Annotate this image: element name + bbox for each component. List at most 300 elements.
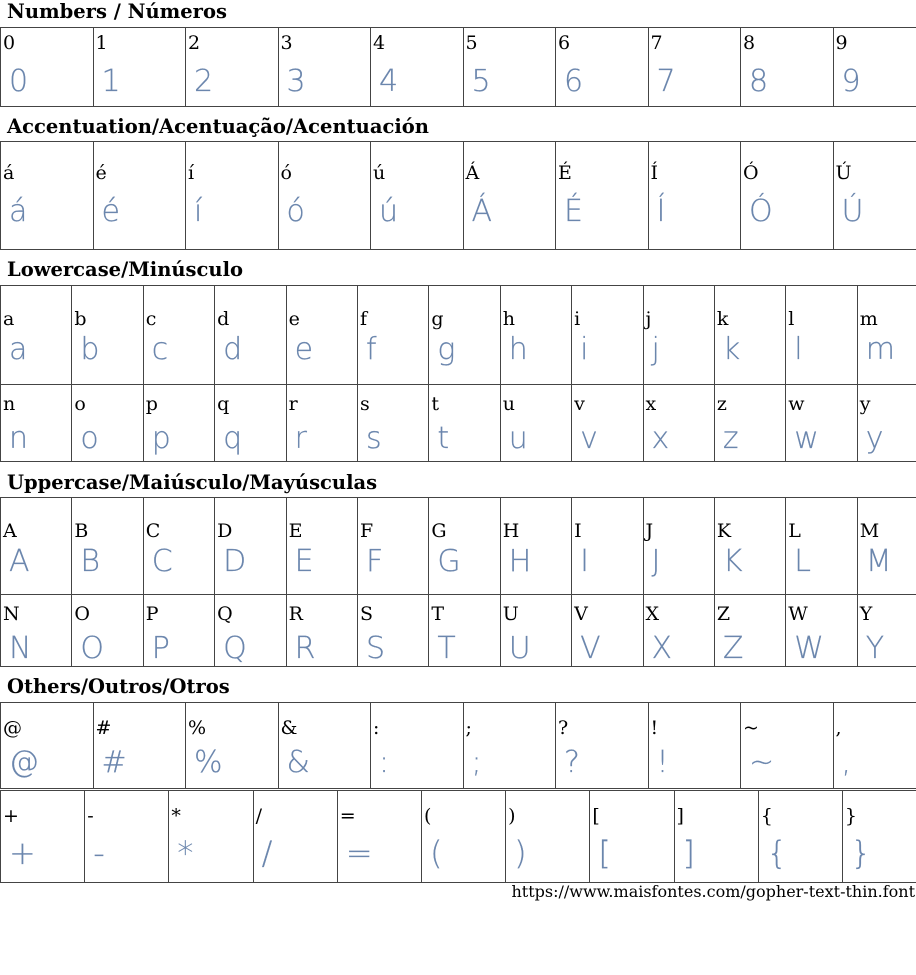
glyph-label: n xyxy=(3,393,16,415)
glyph-cell xyxy=(286,385,357,462)
glyph-cell xyxy=(286,286,357,385)
glyph-cell xyxy=(357,595,428,667)
section-title-others: Others/Outros/Otros xyxy=(7,675,230,698)
glyph-cell xyxy=(463,142,556,250)
glyph-cell xyxy=(93,703,186,789)
glyph-label: D xyxy=(217,520,233,542)
glyph-label: [ xyxy=(592,805,600,827)
glyph-cell xyxy=(648,703,741,789)
glyph-label: Í xyxy=(650,162,659,184)
glyph-label: ! xyxy=(650,717,659,739)
glyph-label: K xyxy=(716,520,732,542)
glyph-specimen: Ó xyxy=(749,194,773,229)
glyph-cell xyxy=(1,28,94,107)
glyph-cell xyxy=(741,28,834,107)
glyph-label: 5 xyxy=(465,32,478,54)
glyph-cell xyxy=(286,498,357,595)
glyph-cell xyxy=(842,791,916,883)
glyph-cell xyxy=(1,385,72,462)
glyph-specimen: ó xyxy=(286,194,305,229)
glyph-label: } xyxy=(844,805,857,827)
glyph-cell xyxy=(556,142,649,250)
glyph-specimen: S xyxy=(365,631,385,666)
glyph-specimen: s xyxy=(365,421,382,456)
glyph-cell xyxy=(572,385,643,462)
glyph-specimen: L xyxy=(794,544,812,579)
glyph-cell xyxy=(1,791,85,883)
glyph-cell xyxy=(357,385,428,462)
glyph-specimen: K xyxy=(722,544,743,579)
glyph-label: Ú xyxy=(835,162,852,184)
section-title-numbers: Numbers / Números xyxy=(7,0,227,23)
glyph-label: + xyxy=(3,805,19,827)
glyph-label: * xyxy=(171,805,181,827)
glyph-specimen: 2 xyxy=(194,64,214,99)
glyph-specimen: 6 xyxy=(564,64,584,99)
glyph-specimen: 1 xyxy=(101,64,121,99)
glyph-cell xyxy=(741,142,834,250)
glyph-cell xyxy=(1,595,72,667)
glyph-specimen: % xyxy=(194,745,223,780)
glyph-label: 2 xyxy=(188,32,201,54)
glyph-specimen: a xyxy=(9,332,28,367)
others-row-1 xyxy=(1,703,916,789)
source-url[interactable]: https://www.maisfontes.com/gopher-text-thin.font xyxy=(511,882,915,901)
glyph-specimen: J xyxy=(651,544,661,579)
glyph-label: : xyxy=(373,717,380,739)
glyph-cell xyxy=(572,286,643,385)
glyph-cell xyxy=(786,286,857,385)
glyph-cell xyxy=(85,791,169,883)
glyph-label: G xyxy=(431,520,447,542)
glyph-cell xyxy=(186,142,279,250)
glyph-label: í xyxy=(188,162,195,184)
glyph-cell xyxy=(93,142,186,250)
glyph-specimen: Ú xyxy=(841,194,864,229)
glyph-label: v xyxy=(574,393,585,415)
glyph-specimen: é xyxy=(101,194,120,229)
glyph-cell xyxy=(72,595,143,667)
glyph-label: m xyxy=(859,308,878,330)
glyph-specimen: v xyxy=(580,421,598,456)
glyph-label: q xyxy=(217,393,230,415)
glyph-cell xyxy=(429,595,500,667)
glyph-specimen: 8 xyxy=(749,64,769,99)
glyph-label: O xyxy=(74,603,90,625)
lowercase-table-2 xyxy=(0,384,916,462)
glyph-cell xyxy=(337,791,421,883)
glyph-label: ~ xyxy=(743,717,759,739)
glyph-specimen: z xyxy=(722,421,739,456)
glyph-label: z xyxy=(716,393,727,415)
glyph-label: N xyxy=(3,603,20,625)
glyph-specimen: R xyxy=(294,631,316,666)
glyph-specimen: n xyxy=(9,421,29,456)
glyph-specimen: P xyxy=(151,631,170,666)
glyph-cell xyxy=(1,142,94,250)
glyph-label: á xyxy=(3,162,15,184)
glyph-label: ) xyxy=(508,805,516,827)
glyph-cell xyxy=(643,385,714,462)
glyph-cell xyxy=(500,498,571,595)
glyph-label: 9 xyxy=(835,32,848,54)
glyph-cell xyxy=(556,28,649,107)
glyph-cell xyxy=(648,28,741,107)
glyph-specimen: t xyxy=(437,421,450,456)
glyph-cell xyxy=(833,142,916,250)
glyph-specimen: i xyxy=(580,332,589,367)
glyph-label: Z xyxy=(716,603,731,625)
glyph-label: Y xyxy=(859,603,873,625)
uppercase-table-2 xyxy=(0,594,916,667)
glyph-cell xyxy=(371,703,464,789)
glyph-cell xyxy=(714,595,785,667)
glyph-cell xyxy=(833,28,916,107)
glyph-specimen: 4 xyxy=(379,64,399,99)
glyph-specimen: É xyxy=(564,194,583,229)
glyph-cell xyxy=(143,286,214,385)
glyph-cell xyxy=(143,385,214,462)
glyph-cell xyxy=(590,791,674,883)
glyph-cell xyxy=(93,28,186,107)
glyph-label: H xyxy=(502,520,520,542)
glyph-specimen: : xyxy=(379,745,390,780)
glyph-label: ? xyxy=(558,717,569,739)
glyph-specimen: # xyxy=(101,745,127,780)
glyph-specimen: 3 xyxy=(286,64,306,99)
others-row-2 xyxy=(1,791,916,883)
glyph-specimen: N xyxy=(9,631,32,666)
glyph-cell xyxy=(1,498,72,595)
accentuation-row xyxy=(1,142,916,250)
glyph-cell xyxy=(278,28,371,107)
glyph-specimen: } xyxy=(850,834,872,872)
glyph-cell xyxy=(572,498,643,595)
glyph-specimen: Q xyxy=(223,631,247,666)
glyph-cell xyxy=(371,28,464,107)
glyph-cell xyxy=(643,595,714,667)
numbers-table xyxy=(0,27,916,107)
glyph-cell xyxy=(857,498,916,595)
glyph-label: - xyxy=(87,805,94,827)
glyph-specimen: Á xyxy=(471,194,493,229)
glyph-label: a xyxy=(3,308,15,330)
glyph-cell xyxy=(786,498,857,595)
glyph-cell xyxy=(215,286,286,385)
others-table-2 xyxy=(0,790,916,883)
glyph-cell xyxy=(253,791,337,883)
glyph-specimen: U xyxy=(508,631,531,666)
glyph-label: g xyxy=(431,308,444,330)
glyph-label: 6 xyxy=(558,32,571,54)
glyph-specimen: A xyxy=(9,544,30,579)
glyph-specimen: { xyxy=(766,834,788,872)
glyph-cell xyxy=(169,791,253,883)
glyph-cell xyxy=(429,286,500,385)
glyph-specimen: k xyxy=(722,332,741,367)
glyph-label: w xyxy=(788,393,805,415)
glyph-specimen: D xyxy=(223,544,247,579)
glyph-label: & xyxy=(280,717,298,739)
glyph-label: h xyxy=(502,308,515,330)
glyph-specimen: ; xyxy=(471,745,482,780)
glyph-specimen: ? xyxy=(564,745,580,780)
glyph-label: # xyxy=(95,717,112,739)
glyph-cell xyxy=(714,385,785,462)
glyph-cell xyxy=(463,703,556,789)
glyph-label: E xyxy=(288,520,303,542)
glyph-label: C xyxy=(145,520,161,542)
glyph-label: 0 xyxy=(3,32,16,54)
glyph-label: Q xyxy=(217,603,233,625)
glyph-label: { xyxy=(760,805,773,827)
glyph-cell xyxy=(643,498,714,595)
glyph-specimen: u xyxy=(508,421,528,456)
glyph-label: / xyxy=(255,805,262,827)
glyph-specimen: p xyxy=(151,421,171,456)
glyph-label: L xyxy=(788,520,801,542)
glyph-cell xyxy=(72,385,143,462)
glyph-label: é xyxy=(95,162,107,184)
glyph-specimen: C xyxy=(151,544,173,579)
glyph-specimen: y xyxy=(865,421,884,456)
glyph-label: ( xyxy=(423,805,432,827)
glyph-specimen: 9 xyxy=(841,64,861,99)
uppercase-table xyxy=(0,497,916,595)
glyph-cell xyxy=(215,498,286,595)
glyph-cell xyxy=(714,286,785,385)
glyph-label: 3 xyxy=(280,32,293,54)
glyph-cell xyxy=(286,595,357,667)
glyph-specimen: x xyxy=(651,421,670,456)
section-title-lowercase: Lowercase/Minúsculo xyxy=(7,258,243,281)
glyph-specimen: W xyxy=(794,631,824,666)
glyph-specimen: 0 xyxy=(9,64,29,99)
glyph-cell xyxy=(714,498,785,595)
glyph-specimen: í xyxy=(194,194,203,229)
glyph-label: s xyxy=(359,393,370,415)
glyph-label: W xyxy=(788,603,808,625)
glyph-label: Ó xyxy=(743,162,759,184)
glyph-cell xyxy=(648,142,741,250)
glyph-label: f xyxy=(359,308,367,330)
glyph-label: A xyxy=(3,520,17,542)
glyph-label: u xyxy=(502,393,515,415)
glyph-cell xyxy=(1,286,72,385)
glyph-specimen: G xyxy=(437,544,461,579)
glyph-cell xyxy=(857,595,916,667)
glyph-label: o xyxy=(74,393,86,415)
glyph-specimen: c xyxy=(151,332,169,367)
glyph-specimen: Y xyxy=(865,631,885,666)
glyph-specimen: j xyxy=(651,332,660,367)
glyph-label: l xyxy=(788,308,795,330)
glyph-specimen: * xyxy=(177,834,194,872)
glyph-specimen: ~ xyxy=(749,745,775,780)
glyph-cell xyxy=(786,385,857,462)
glyph-specimen: O xyxy=(80,631,105,666)
glyph-specimen: h xyxy=(508,332,528,367)
glyph-label: c xyxy=(145,308,157,330)
glyph-label: B xyxy=(74,520,89,542)
glyph-label: x xyxy=(645,393,657,415)
glyph-cell xyxy=(143,595,214,667)
glyph-cell xyxy=(143,498,214,595)
glyph-specimen: e xyxy=(294,332,314,367)
glyph-specimen: [ xyxy=(598,834,611,872)
glyph-specimen: o xyxy=(80,421,99,456)
glyph-specimen: ] xyxy=(682,834,695,872)
glyph-label: = xyxy=(339,805,356,827)
glyph-cell xyxy=(500,595,571,667)
others-table xyxy=(0,702,916,789)
accentuation-table xyxy=(0,141,916,250)
numbers-row xyxy=(1,28,916,107)
glyph-label: @ xyxy=(3,717,22,739)
glyph-specimen: & xyxy=(286,745,310,780)
glyph-cell xyxy=(643,286,714,385)
glyph-label: S xyxy=(359,603,373,625)
glyph-label: Á xyxy=(465,162,480,184)
glyph-cell xyxy=(572,595,643,667)
glyph-specimen: d xyxy=(223,332,243,367)
glyph-specimen: á xyxy=(9,194,28,229)
glyph-cell xyxy=(506,791,590,883)
glyph-specimen: g xyxy=(437,332,456,367)
glyph-specimen: ú xyxy=(379,194,399,229)
glyph-cell xyxy=(278,142,371,250)
glyph-label: % xyxy=(188,717,207,739)
glyph-label: P xyxy=(145,603,159,625)
glyph-cell xyxy=(186,28,279,107)
glyph-specimen: = xyxy=(345,834,373,872)
glyph-cell xyxy=(463,28,556,107)
glyph-cell xyxy=(674,791,758,883)
glyph-cell xyxy=(357,286,428,385)
glyph-label: i xyxy=(574,308,581,330)
glyph-specimen: F xyxy=(365,544,384,579)
glyph-label: d xyxy=(217,308,230,330)
glyph-specimen: B xyxy=(80,544,101,579)
glyph-specimen: Í xyxy=(656,194,666,229)
glyph-cell xyxy=(186,703,279,789)
glyph-label: , xyxy=(835,717,842,739)
glyph-label: ó xyxy=(280,162,292,184)
glyph-cell xyxy=(429,498,500,595)
glyph-cell xyxy=(278,703,371,789)
glyph-label: k xyxy=(716,308,729,330)
glyph-specimen: ) xyxy=(514,834,527,872)
glyph-specimen: , xyxy=(841,745,852,780)
glyph-label: p xyxy=(145,393,158,415)
glyph-cell xyxy=(215,385,286,462)
glyph-cell xyxy=(857,385,916,462)
glyph-label: ú xyxy=(373,162,386,184)
glyph-specimen: f xyxy=(365,332,377,367)
glyph-cell xyxy=(500,385,571,462)
glyph-cell xyxy=(833,703,916,789)
glyph-specimen: Z xyxy=(722,631,744,666)
glyph-specimen: @ xyxy=(9,745,39,780)
glyph-label: ; xyxy=(465,717,472,739)
glyph-cell xyxy=(421,791,505,883)
section-title-accentuation: Accentuation/Acentuação/Acentuación xyxy=(7,115,429,138)
glyph-label: e xyxy=(288,308,300,330)
glyph-specimen: l xyxy=(794,332,803,367)
glyph-specimen: b xyxy=(80,332,100,367)
glyph-label: 4 xyxy=(373,32,386,54)
glyph-label: F xyxy=(359,520,374,542)
glyph-label: M xyxy=(859,520,880,542)
glyph-specimen: m xyxy=(865,332,895,367)
glyph-specimen: V xyxy=(580,631,601,666)
glyph-specimen: H xyxy=(508,544,532,579)
glyph-cell xyxy=(371,142,464,250)
glyph-label: 8 xyxy=(743,32,756,54)
glyph-label: T xyxy=(431,603,445,625)
glyph-label: b xyxy=(74,308,87,330)
glyph-specimen: 5 xyxy=(471,64,491,99)
glyph-specimen: w xyxy=(794,421,819,456)
glyph-label: É xyxy=(558,162,572,184)
glyph-specimen: r xyxy=(294,421,307,456)
glyph-specimen: + xyxy=(9,834,36,872)
glyph-specimen: ! xyxy=(656,745,669,780)
uppercase-row-1 xyxy=(1,498,916,595)
glyph-cell xyxy=(556,703,649,789)
glyph-cell xyxy=(741,703,834,789)
glyph-specimen: E xyxy=(294,544,314,579)
glyph-cell xyxy=(758,791,842,883)
glyph-label: y xyxy=(859,393,871,415)
uppercase-row-2 xyxy=(1,595,916,667)
glyph-specimen: T xyxy=(437,631,456,666)
glyph-cell xyxy=(786,595,857,667)
glyph-cell xyxy=(500,286,571,385)
glyph-cell xyxy=(357,498,428,595)
glyph-specimen: M xyxy=(865,544,892,579)
glyph-label: r xyxy=(288,393,298,415)
glyph-specimen: q xyxy=(223,421,243,456)
glyph-cell xyxy=(72,286,143,385)
glyph-cell xyxy=(1,703,94,789)
glyph-specimen: - xyxy=(93,834,105,872)
lowercase-table xyxy=(0,285,916,385)
glyph-cell xyxy=(857,286,916,385)
glyph-specimen: / xyxy=(261,834,273,872)
lowercase-row-2 xyxy=(1,385,916,462)
section-title-uppercase: Uppercase/Maiúsculo/Mayúsculas xyxy=(7,471,378,494)
glyph-label: ] xyxy=(676,805,684,827)
glyph-specimen: ( xyxy=(429,834,443,872)
lowercase-row-1 xyxy=(1,286,916,385)
glyph-specimen: I xyxy=(580,544,589,579)
glyph-cell xyxy=(215,595,286,667)
glyph-label: U xyxy=(502,603,519,625)
glyph-label: V xyxy=(574,603,588,625)
glyph-label: J xyxy=(645,520,654,542)
glyph-label: R xyxy=(288,603,303,625)
glyph-label: 7 xyxy=(650,32,663,54)
glyph-label: X xyxy=(645,603,660,625)
glyph-label: j xyxy=(645,308,652,330)
glyph-cell xyxy=(72,498,143,595)
glyph-specimen: 7 xyxy=(656,64,676,99)
glyph-specimen: X xyxy=(651,631,673,666)
glyph-label: 1 xyxy=(95,32,108,54)
glyph-label: I xyxy=(574,520,582,542)
glyph-cell xyxy=(429,385,500,462)
